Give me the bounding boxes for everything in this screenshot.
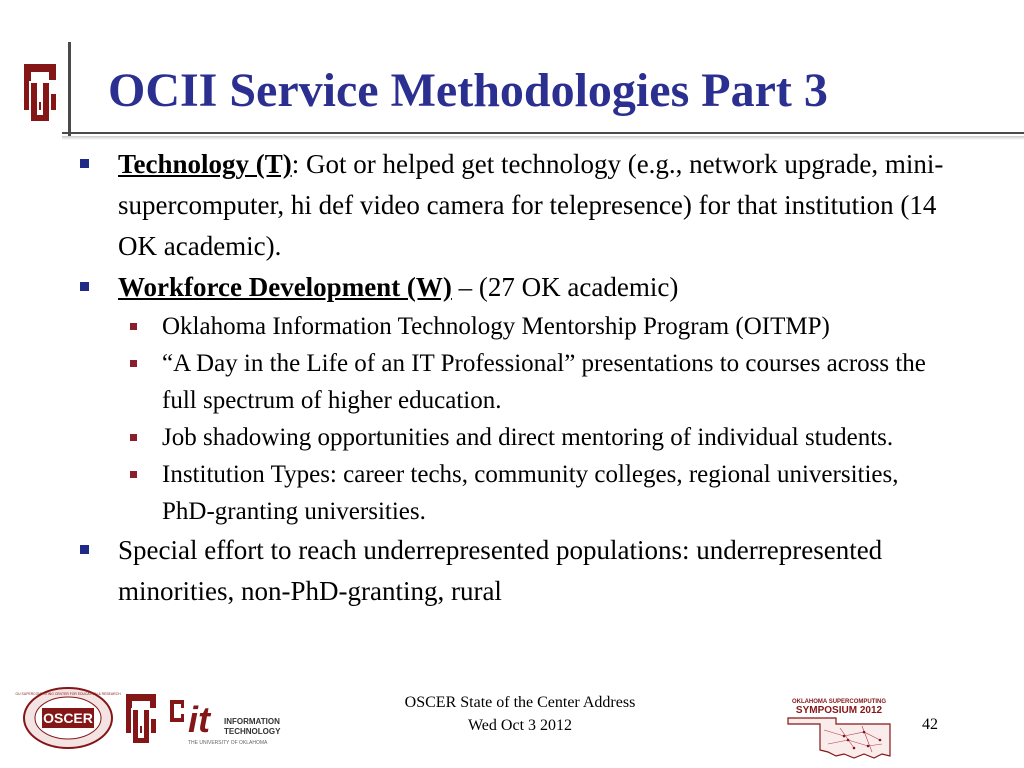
oklahoma-map-icon <box>784 696 894 762</box>
it-logo-text: it <box>188 699 210 740</box>
square-bullet-icon <box>80 545 89 554</box>
workforce-subbullets <box>124 308 950 530</box>
oscer-logo-text: OSCER <box>43 710 93 726</box>
bullet-lead: Technology (T) <box>118 149 292 179</box>
it-tech-text: TECHNOLOGY <box>224 727 281 736</box>
footer-line1: OSCER State of the Center Address <box>404 694 636 711</box>
square-bullet-icon <box>80 159 89 168</box>
subbullet-text: “A Day in the Life of an IT Professional” presentations to courses across the full spectrum of higher education. <box>162 350 926 414</box>
oscer-seal-icon <box>15 686 121 750</box>
square-bullet-icon <box>130 360 137 367</box>
subbullet-text: Job shadowing opportunities and direct mentoring of individual students. <box>162 424 894 451</box>
ou-logo-icon <box>120 692 162 750</box>
slide-title: OCII Service Methodologies Part 3 <box>108 64 828 117</box>
subbullet-text: Oklahoma Information Technology Mentorship Program (OITMP) <box>162 313 830 340</box>
footer <box>300 691 740 737</box>
subbullet-item <box>124 345 950 419</box>
subbullet-item <box>124 419 950 456</box>
ou-it-logo-icon <box>168 694 288 748</box>
bullet-underrepresented <box>80 530 950 612</box>
it-univ-text: THE UNIVERSITY OF OKLAHOMA <box>188 740 268 746</box>
bullet-text: – (27 OK academic) <box>451 272 679 302</box>
symposium-top-text: OKLAHOMA SUPERCOMPUTING <box>791 699 887 705</box>
title-vertical-rule <box>68 42 71 136</box>
square-bullet-icon <box>130 434 137 441</box>
bullet-technology <box>80 144 950 267</box>
it-info-text: INFORMATION <box>224 717 280 726</box>
subbullet-item <box>124 308 950 345</box>
ou-logo-icon <box>16 62 64 130</box>
oscer-ring-text: OU SUPERCOMPUTING CENTER FOR EDUCATION & RESEARCH <box>15 692 121 696</box>
footer-line2: Wed Oct 3 2012 <box>467 717 573 734</box>
subbullet-text: Institution Types: career techs, community colleges, regional universities, PhD-granting universities. <box>162 461 899 525</box>
symposium-main-text: SYMPOSIUM 2012 <box>795 705 883 716</box>
square-bullet-icon <box>130 323 137 330</box>
slide-content <box>80 144 950 612</box>
bullet-text: Special effort to reach underrepresented populations: underrepresented minorities, non-PhD-granting, rural <box>118 535 883 606</box>
square-bullet-icon <box>80 282 89 291</box>
square-bullet-icon <box>130 471 137 478</box>
bullet-lead: Workforce Development (W) <box>118 272 452 302</box>
bullet-text: : Got or helped get technology (e.g., network upgrade, mini-supercomputer, hi def video camera for telepresence) for that institution (14 OK academic). <box>118 149 944 261</box>
page-number: 42 <box>922 716 938 733</box>
subbullet-item <box>124 456 950 530</box>
title-rule-shadow <box>62 136 1024 140</box>
bullet-workforce <box>80 267 950 308</box>
title-horizontal-rule <box>62 132 1024 134</box>
